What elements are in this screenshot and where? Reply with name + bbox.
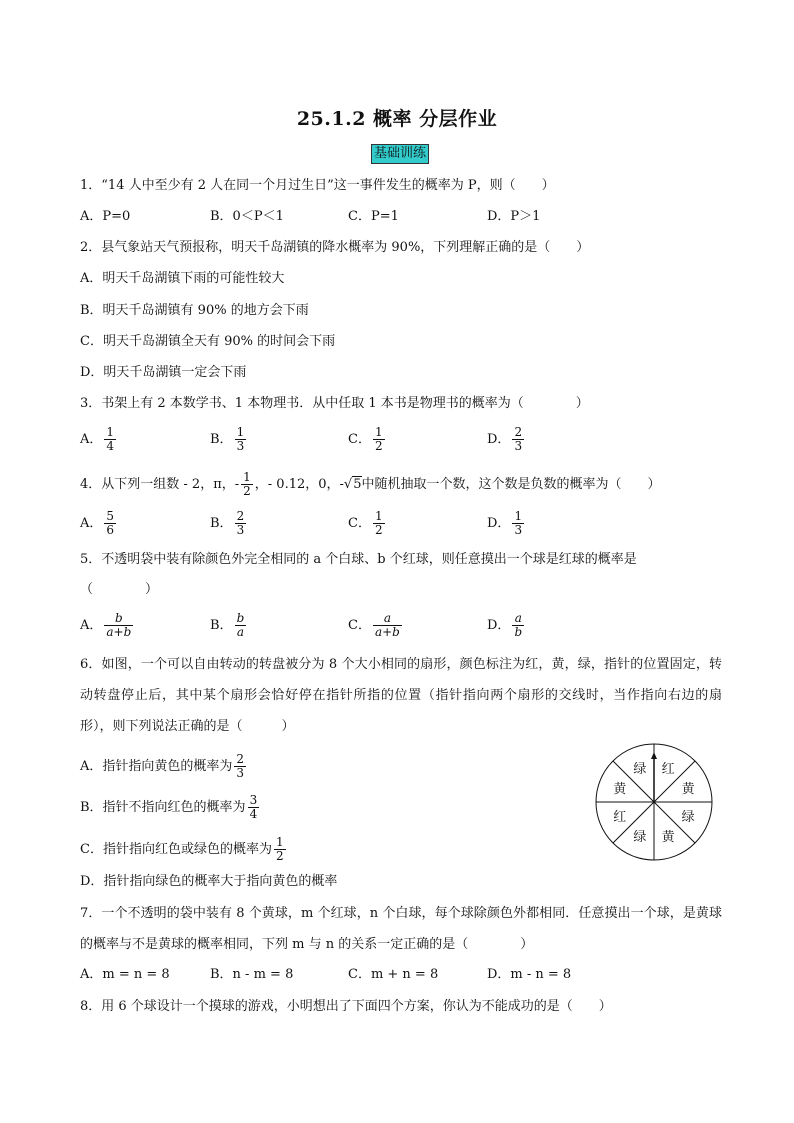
q7-option-d: D．m - n = 8 (487, 967, 572, 982)
q4-option-c: C． $\frac{1}{2}$ (348, 509, 383, 537)
question-3-stem: 3．书架上有 2 本数学书、1 本物理书．从中任取 1 本书是物理书的概率为（ ） (80, 396, 589, 411)
spinner-sector-label: 绿 (681, 810, 695, 826)
q1-option-a: A．P=0 (80, 209, 131, 224)
q2-option-d: D．明天千岛湖镇一定会下雨 (80, 365, 247, 380)
q6-option-c: C．指针指向红色或绿色的概率为 $\frac{1}{2}$ (80, 835, 284, 863)
spinner-sector-label: 黄 (661, 830, 675, 846)
question-2-stem: 2．县气象站天气预报称，明天千岛湖镇的降水概率为 90%，下列理解正确的是（ ） (80, 240, 590, 255)
question-5-paren: （ ） (80, 582, 159, 597)
pointer-arrowhead-icon (651, 752, 657, 759)
q5-option-c: C． $\frac{a}{a+b}$ (348, 611, 400, 639)
q6-option-d: D．指针指向绿色的概率大于指向黄色的概率 (80, 874, 338, 889)
q6-option-b: B．指针不指向红色的概率为 $\frac{3}{4}$ (80, 793, 258, 821)
spinner-sector-label: 黄 (613, 781, 627, 797)
q7-option-b: B．n - m = 8 (210, 967, 294, 982)
q5-option-d: D． $\frac{a}{b}$ (487, 611, 523, 639)
question-5-stem: 5．不透明袋中装有除颜色外完全相同的 a 个白球、b 个红球，则任意摸出一个球是红球的概率是 (80, 552, 637, 567)
q5-option-b: B． $\frac{b}{a}$ (210, 611, 245, 639)
q2-option-c: C．明天千岛湖镇全天有 90% 的时间会下雨 (80, 334, 336, 349)
q2-option-a: A．明天千岛湖镇下雨的可能性较大 (80, 271, 285, 286)
page-title: 25.1.2 概率 分层作业 (296, 108, 498, 130)
q2-option-b: B．明天千岛湖镇有 90% 的地方会下雨 (80, 303, 309, 318)
spinner-sector-label: 红 (661, 761, 675, 777)
q6-option-a: A．指针指向黄色的概率为 $\frac{2}{3}$ (80, 752, 245, 780)
q3-option-c: C． $\frac{1}{2}$ (348, 425, 383, 453)
q7-option-c: C．m + n = 8 (348, 967, 439, 982)
question-6-stem: 6．如图，一个可以自由转动的转盘被分为 8 个大小相同的扇形，颜色标注为红，黄，绿，指针的位置固定，转动转盘停止后，其中某个扇形会恰好停在指针所指的位置（指针指向两个扇形的交线时，当作指向右边的扇形），则下列说法正确的是（ ） (80, 657, 722, 734)
q3-option-d: D． $\frac{2}{3}$ (487, 425, 523, 453)
q5-option-a: A． $\frac{b}{a+b}$ (80, 611, 132, 639)
spinner-sector-label: 红 (613, 810, 627, 826)
q7-option-a: A．m = n = 8 (80, 967, 170, 982)
q1-option-d: D．P＞1 (487, 209, 541, 224)
q4-option-b: B． $\frac{2}{3}$ (210, 509, 245, 537)
spinner-diagram (592, 742, 720, 862)
question-4-stem: 4．从下列一组数 - 2，π，- $\frac{1}{2}$ ，- 0.12，0，-√5中随机抽取一个数，这个数是负数的概率为（ ） (80, 470, 661, 498)
spinner-sector-label: 绿 (633, 830, 647, 846)
q4-option-a: A． $\frac{5}{6}$ (80, 509, 115, 537)
spinner-sector-label: 绿 (633, 761, 647, 777)
spinner-sector-label: 黄 (681, 781, 695, 797)
q1-option-c: C．P=1 (348, 209, 399, 224)
question-1-stem: 1．“14 人中至少有 2 人在同一个月过生日”这一事件发生的概率为 P，则（ ） (80, 178, 555, 193)
q3-option-b: B． $\frac{1}{3}$ (210, 425, 245, 453)
q3-option-a: A． $\frac{1}{4}$ (80, 425, 115, 453)
q4-option-d: D． $\frac{1}{3}$ (487, 509, 523, 537)
question-7-stem: 7．一个不透明的袋中装有 8 个黄球，m 个红球，n 个白球，每个球除颜色外都相同．任意摸出一个球，是黄球的概率与不是黄球的概率相同，下列 m 与 n 的关系一定正确的是（ ） (80, 906, 722, 952)
q1-option-b: B．0＜P＜1 (210, 209, 284, 224)
question-8-stem: 8．用 6 个球设计一个摸球的游戏，小明想出了下面四个方案，你认为不能成功的是（ ） (80, 999, 612, 1014)
section-badge: 基础训练 (371, 144, 429, 164)
sqrt-five: √5 (343, 477, 362, 492)
